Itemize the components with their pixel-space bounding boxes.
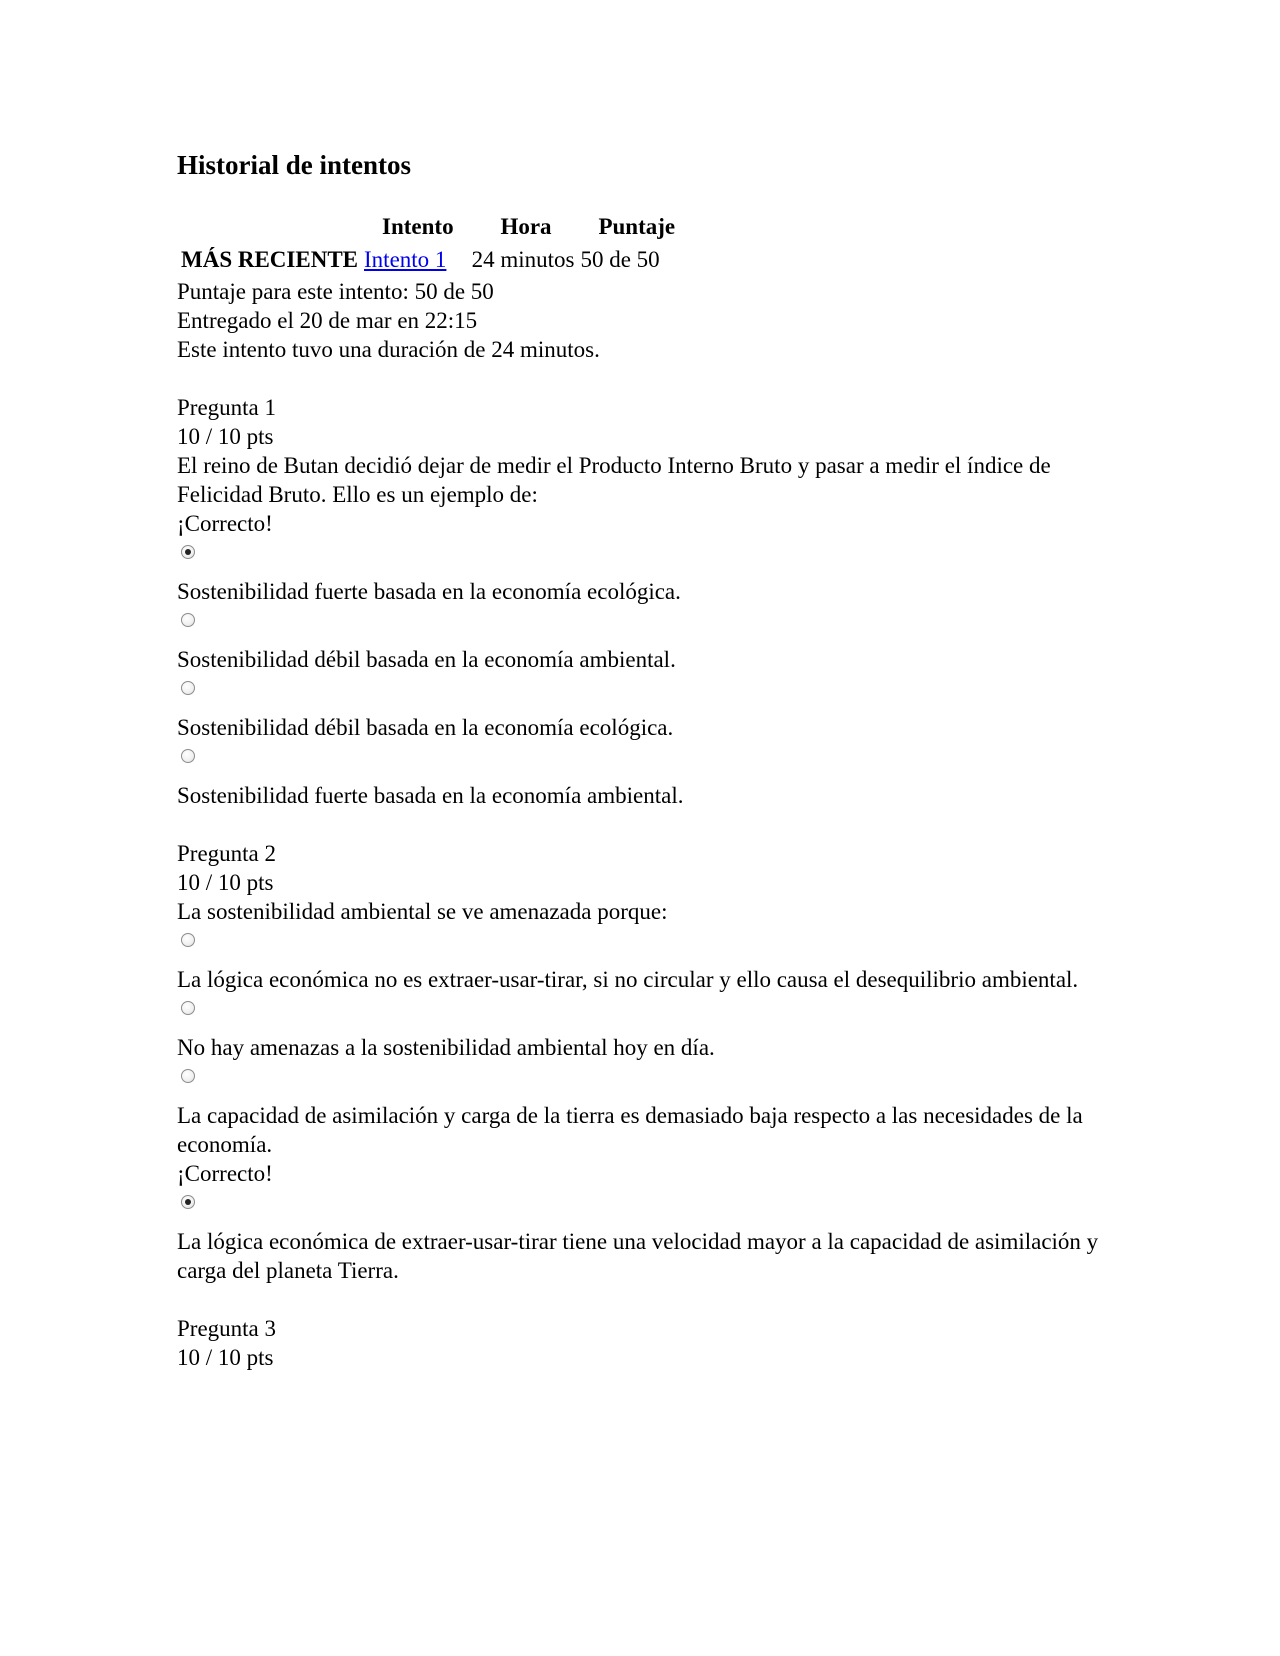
header-score: Puntaje [598, 214, 676, 239]
question-1 [177, 393, 1117, 810]
duration-line: Este intento tuvo una duración de 24 minutos. [177, 337, 600, 362]
answer-option [177, 509, 1117, 606]
question-points: 10 / 10 pts [177, 1345, 274, 1370]
page-title: Historial de intentos [177, 150, 411, 180]
answer-option [177, 613, 1117, 674]
answer-text: No hay amenazas a la sostenibilidad ambiental hoy en día. [177, 1035, 715, 1060]
answer-option [177, 749, 1117, 810]
question-3 [177, 1314, 1117, 1372]
answer-option [177, 1001, 1117, 1062]
question-points: 10 / 10 pts [177, 870, 274, 895]
answer-option [177, 681, 1117, 742]
history-header-row [181, 212, 693, 244]
attempt-history-table [181, 212, 693, 276]
question-label: Pregunta 2 [177, 841, 277, 866]
attempt-cell [364, 244, 472, 276]
quiz-results-page [177, 148, 1117, 1372]
answer-text: Sostenibilidad débil basada en la economía ambiental. [177, 647, 676, 672]
attempt-score: 50 de 50 [580, 247, 660, 272]
answer-text: Sostenibilidad débil basada en la economía ecológica. [177, 715, 674, 740]
radio-unchecked-icon[interactable] [181, 1069, 195, 1083]
radio-unchecked-icon[interactable] [181, 933, 195, 947]
attempt-link[interactable]: Intento 1 [364, 247, 447, 272]
submitted-line: Entregado el 20 de mar en 22:15 [177, 308, 478, 333]
question-2 [177, 839, 1117, 1285]
question-label: Pregunta 3 [177, 1316, 277, 1341]
question-label: Pregunta 1 [177, 395, 277, 420]
header-time: Hora [500, 214, 552, 239]
answer-option [177, 1069, 1117, 1159]
question-text: La sostenibilidad ambiental se ve amenazada porque: [177, 899, 668, 924]
correct-feedback: ¡Correcto! [177, 511, 273, 536]
header-attempt: Intento [382, 214, 454, 239]
attempt-summary [177, 277, 1117, 364]
question-points: 10 / 10 pts [177, 424, 274, 449]
radio-unchecked-icon[interactable] [181, 681, 195, 695]
answer-option [177, 1159, 1117, 1285]
answer-text: Sostenibilidad fuerte basada en la economía ambiental. [177, 783, 684, 808]
history-row [181, 244, 693, 276]
score-line: Puntaje para este intento: 50 de 50 [177, 279, 494, 304]
most-recent-label: MÁS RECIENTE [181, 247, 359, 272]
answer-text: La lógica económica no es extraer-usar-tirar, si no circular y ello causa el desequilibrio ambiental. [177, 967, 1079, 992]
radio-unchecked-icon[interactable] [181, 1001, 195, 1015]
answer-option [177, 933, 1117, 994]
radio-checked-icon[interactable] [181, 1195, 195, 1209]
answer-text: La capacidad de asimilación y carga de la tierra es demasiado baja respecto a las necesidades de la economía. [177, 1103, 1083, 1157]
attempt-time: 24 minutos [471, 247, 575, 272]
radio-unchecked-icon[interactable] [181, 613, 195, 627]
question-text: El reino de Butan decidió dejar de medir el Producto Interno Bruto y pasar a medir el índice de Felicidad Bruto. Ello es un ejemplo de: [177, 453, 1051, 507]
answer-text: La lógica económica de extraer-usar-tirar tiene una velocidad mayor a la capacidad de asimilación y carga del planeta Tierra. [177, 1229, 1099, 1283]
answer-text: Sostenibilidad fuerte basada en la economía ecológica. [177, 579, 681, 604]
radio-unchecked-icon[interactable] [181, 749, 195, 763]
radio-checked-icon[interactable] [181, 545, 195, 559]
header-blank [181, 212, 364, 244]
correct-feedback: ¡Correcto! [177, 1161, 273, 1186]
